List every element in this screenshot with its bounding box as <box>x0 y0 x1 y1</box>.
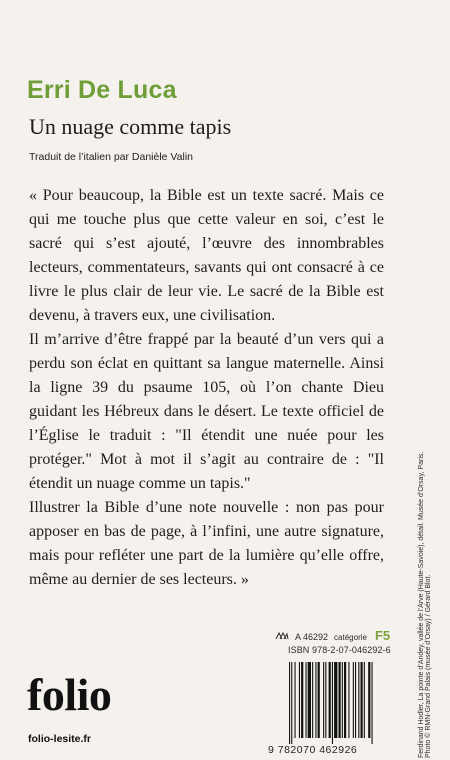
catalog-code: A 46292 <box>295 632 329 642</box>
body-paragraph-3: Illustrer la Bible d’une note nouvelle : non pas pour apposer en bas de page, à l’infini, une autre signature, mais pour refléter une part de la lumière qu’elle offre, même au dernier de ses lecteurs. » <box>29 499 384 588</box>
folio-logo: folio <box>27 669 112 720</box>
body-paragraph-1: « Pour beaucoup, la Bible est un texte sacré. Mais ce qui me touche plus que cette valeur en soi, c’est le sacré qui s’est ajouté, l’œuvre des innombrables lecteurs, commentateurs, savants qui ont consacré à ce livre le plus clair de leur vie. Le sacré de la Bible est devenu, à travers eux, une civilisation. <box>29 187 384 324</box>
catalog-info <box>275 628 390 643</box>
book-title: Un nuage comme tapis <box>29 114 232 139</box>
publisher-website: folio-lesite.fr <box>28 733 92 745</box>
barcode-number: 9 782070 462926 <box>268 744 358 756</box>
isbn-text: ISBN 978-2-07-046292-6 <box>288 645 391 655</box>
translator-credit: Traduit de l’italien par Danièle Valin <box>29 151 194 163</box>
illustration-credit-line-1: Ferdinand Hodler, La pointe d’Andey, vallée de l’Arve (Haute-Savoie), détail. Musée d’Orsay, Paris. <box>418 451 425 758</box>
body-paragraph-2: Il m’arrive d’être frappé par la beauté d’un vers qui a perdu son éclat en quittant sa langue maternelle. Ainsi la ligne 39 du psaume 105, où l’on chante Dieu guidant les Hébreux dans le désert. Le texte officiel de l’Église le traduit : "Il étendit une nuée pour les protéger." Mot à mot il s’agit au contraire de : "Il étendit un nuage comme un tapis." <box>29 331 384 492</box>
publisher-mark-icon <box>275 631 289 640</box>
illustration-credit <box>418 348 432 758</box>
category-label: catégorie <box>334 633 367 642</box>
category-badge: F5 <box>374 628 391 643</box>
barcode-icon <box>289 662 409 744</box>
illustration-credit-line-2: Photo © RMN-Grand Palais (musée d’Orsay) / Gérard Blot. <box>425 574 432 758</box>
back-cover-text <box>29 184 384 592</box>
author-name: Erri De Luca <box>27 76 177 104</box>
